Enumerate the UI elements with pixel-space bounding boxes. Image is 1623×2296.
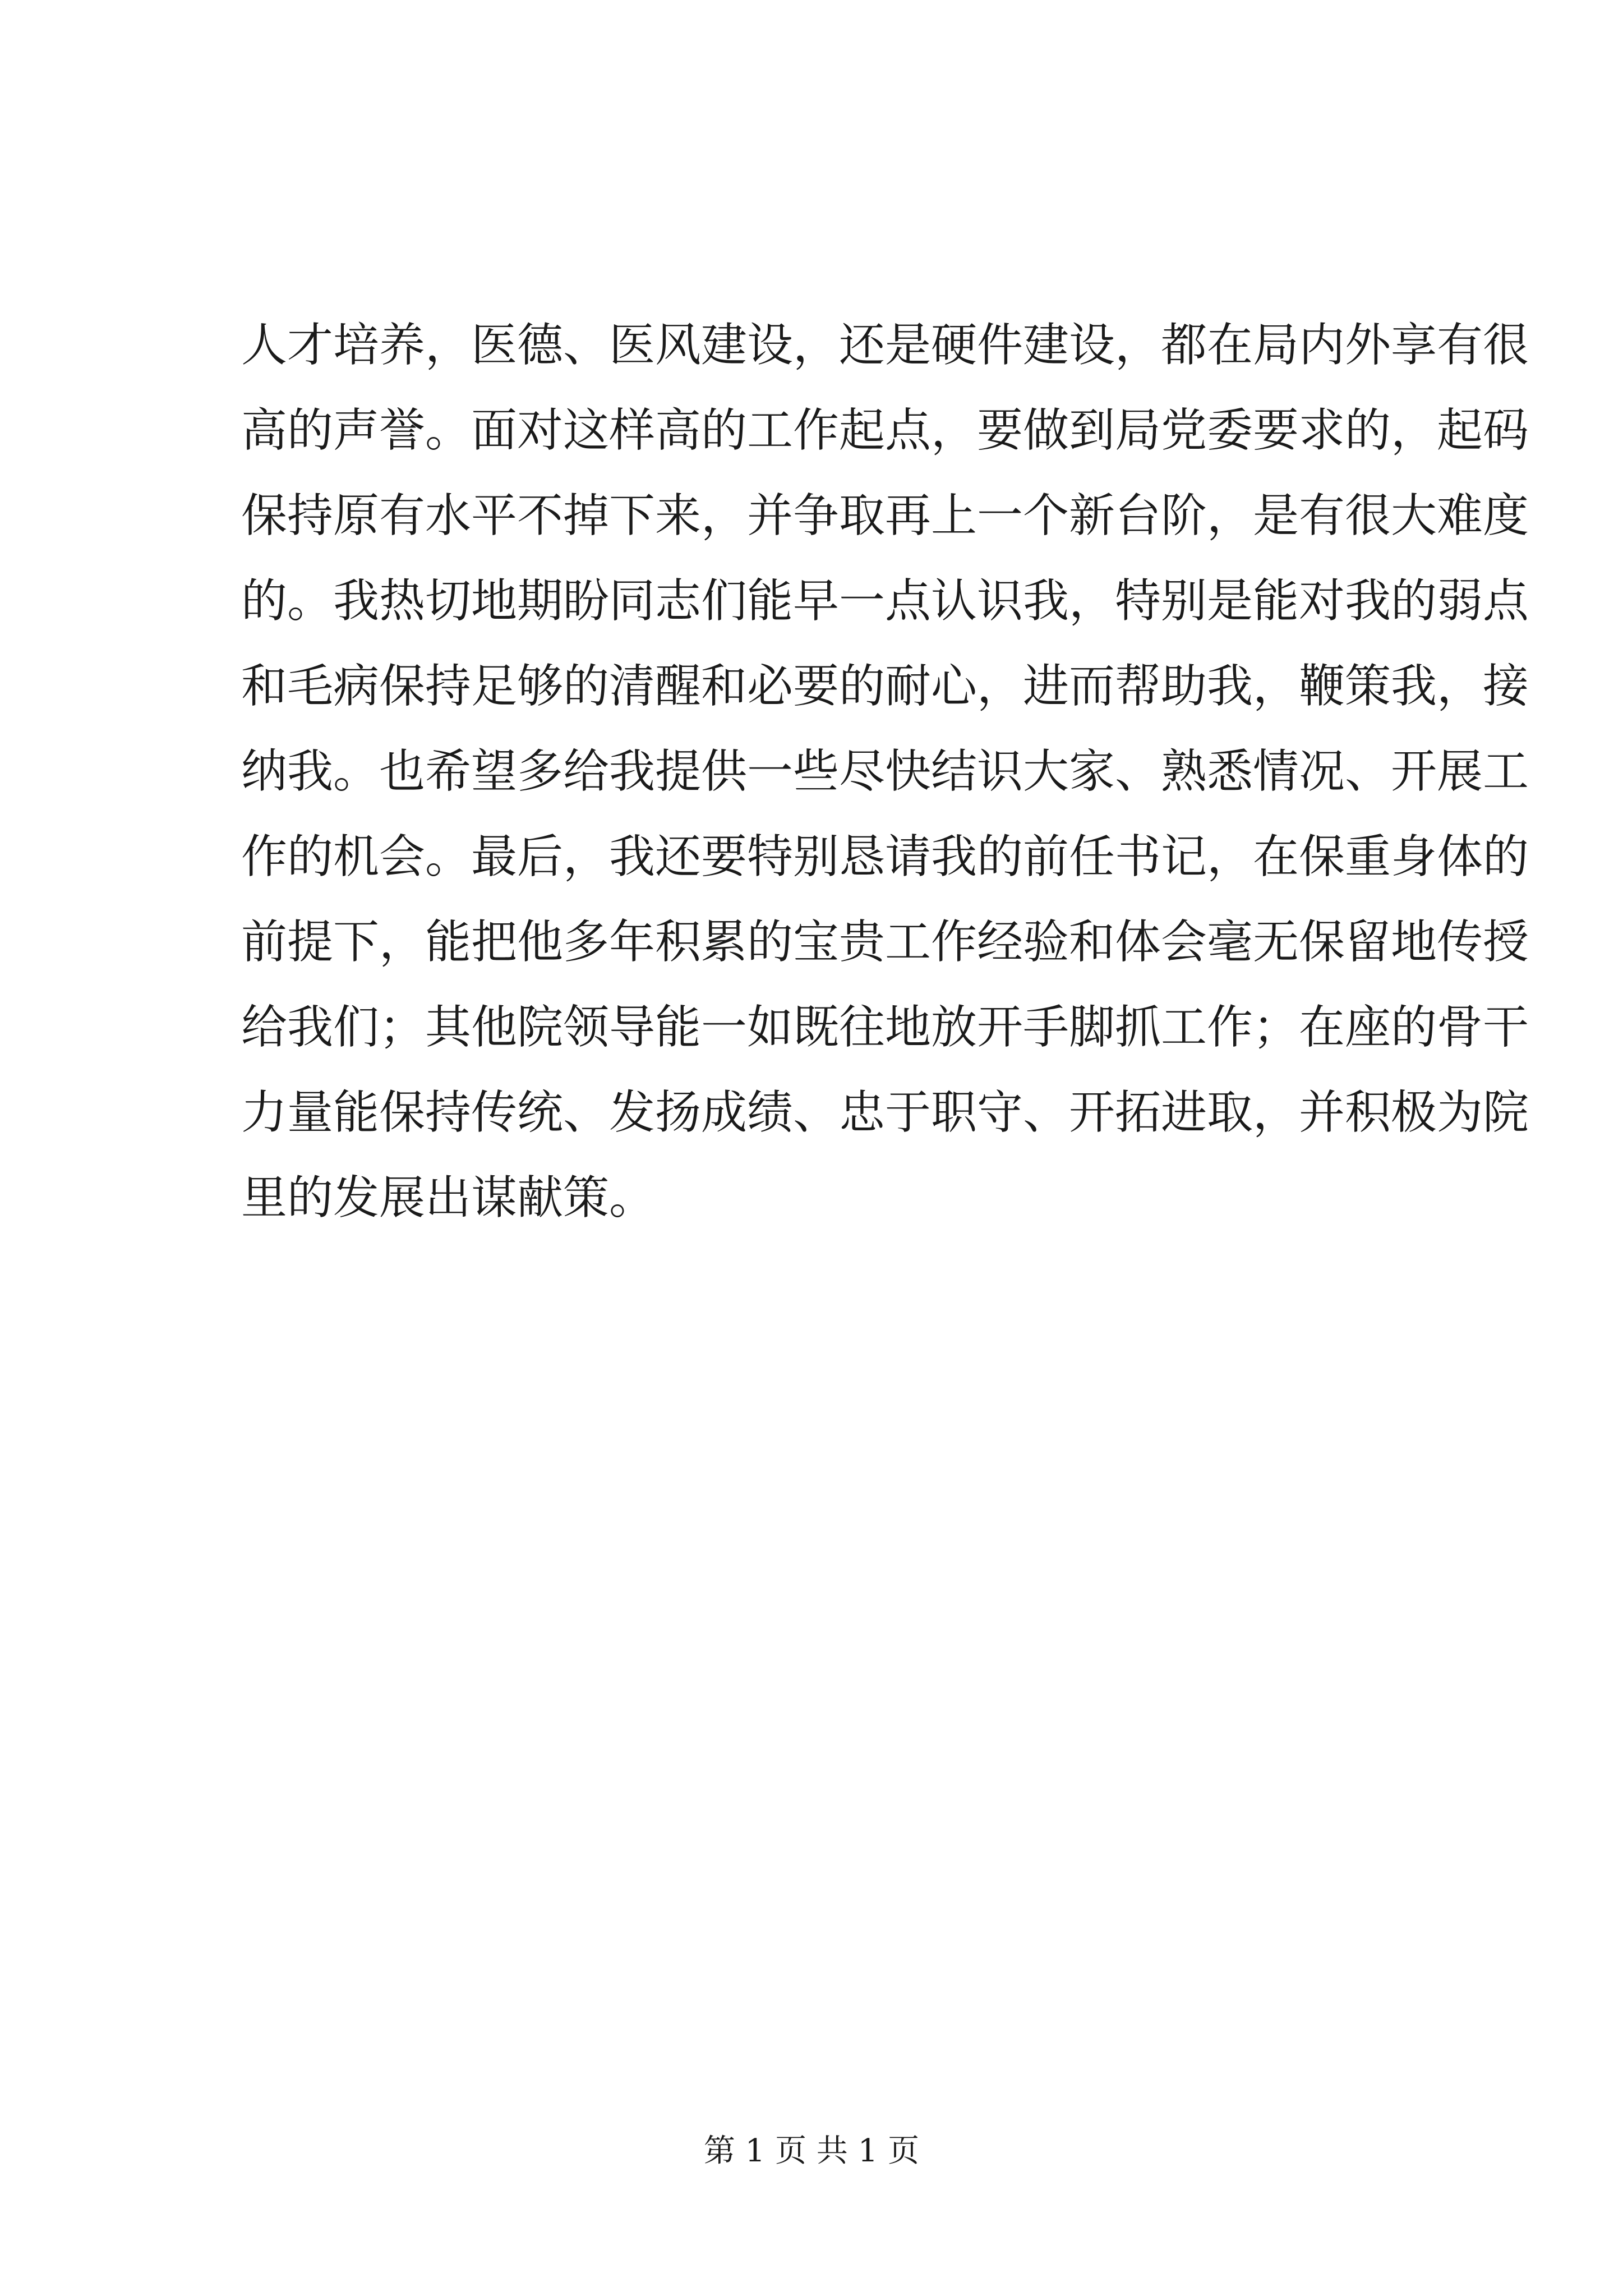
paragraph-line: 里的发展出谋献策。	[241, 1171, 656, 1225]
paragraph-line: 作的机会。最后，我还要特别恳请我的前任书记，在保重身体的	[241, 830, 1529, 884]
paragraph-line: 人才培养，医德、医风建设，还是硬件建设，都在局内外享有很	[241, 319, 1529, 372]
paragraph-line: 高的声誉。面对这样高的工作起点，要做到局党委要求的，起码	[241, 404, 1529, 457]
paragraph-line: 力量能保持传统、发扬成绩、忠于职守、开拓进取，并积极为院	[241, 1086, 1529, 1139]
paragraph-line: 的。我热切地期盼同志们能早一点认识我，特别是能对我的弱点	[241, 574, 1529, 628]
body-paragraph	[241, 303, 1529, 1241]
paragraph-line: 纳我。也希望多给我提供一些尽快结识大家、熟悉情况、开展工	[241, 745, 1529, 798]
paragraph-line: 和毛病保持足够的清醒和必要的耐心，进而帮助我，鞭策我，接	[241, 660, 1529, 713]
paragraph-line: 给我们；其他院领导能一如既往地放开手脚抓工作；在座的骨干	[241, 1001, 1529, 1054]
paragraph-line: 保持原有水平不掉下来，并争取再上一个新台阶，是有很大难度	[241, 489, 1529, 542]
paragraph-line: 前提下，能把他多年积累的宝贵工作经验和体会毫无保留地传授	[241, 915, 1529, 969]
page-number-footer: 第 1 页 共 1 页	[703, 2133, 920, 2169]
